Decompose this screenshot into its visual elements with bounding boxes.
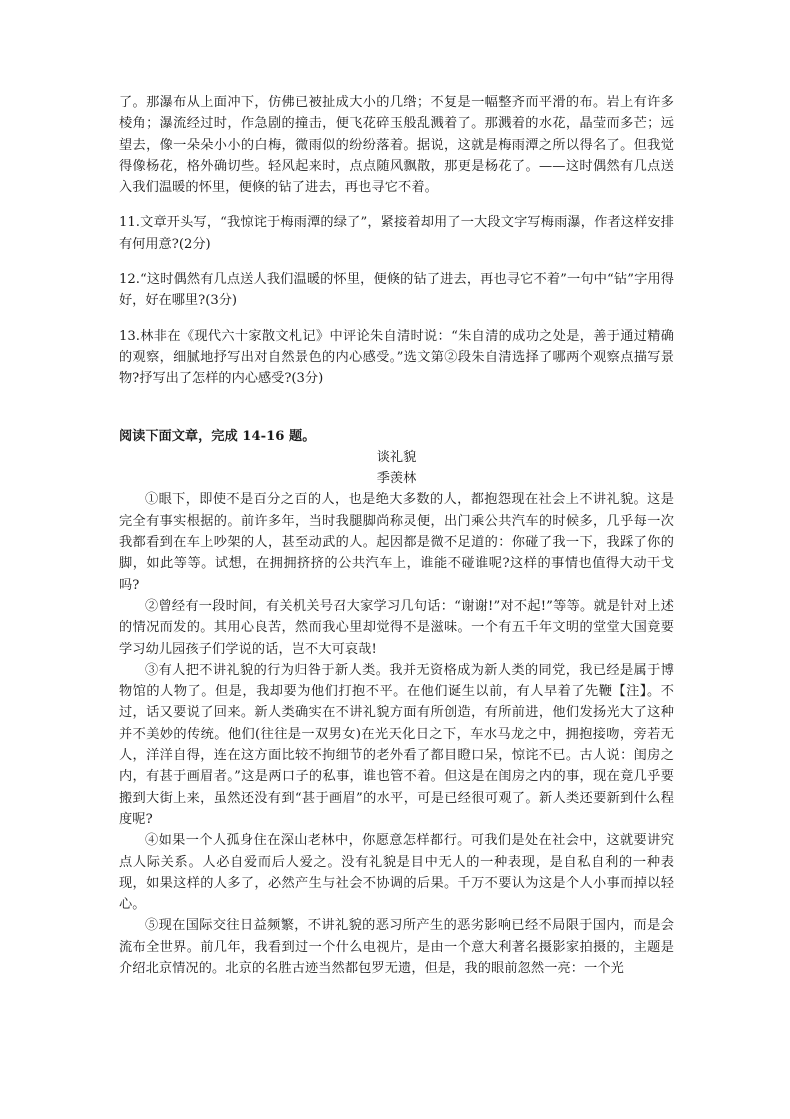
article-paragraph-5: ⑤现在国际交往日益频繁，不讲礼貌的恶习所产生的恶劣影响已经不局限于国内，而是会流布全世界。前几年，我看到过一个什么电视片，是由一个意大利著名摄影家拍摄的，主题是介绍北京情况的。北京的名胜古迹当然都包罗无遗，但是，我的眼前忽然一亮：一个光 <box>119 918 674 976</box>
section-heading: 阅读下面文章，完成 14-16 题。 <box>119 428 316 444</box>
article-paragraph-1: ①眼下，即使不是百分之百的人，也是绝大多数的人，都抱怨现在社会上不讲礼貌。这是完全有事实根据的。前许多年，当时我腿脚尚称灵便，出门乘公共汽车的时候多，几乎每一次我都看到在车上吵架的人，甚至动武的人。起因都是微不足道的：你碰了我一下，我踩了你的脚，如此等等。试想，在拥拥挤挤的公共汽车上，谁能不碰谁呢?这样的事情也值得大动干戈吗? <box>119 492 674 593</box>
passage-tail: 了。那瀑布从上面冲下，仿佛已被扯成大小的几绺；不复是一幅整齐而平滑的布。岩上有许多棱角；瀑流经过时，作急剧的撞击，便飞花碎玉般乱溅着了。那溅着的水花，晶莹而多芒；远望去，像一朵朵小小的白梅，微雨似的纷纷落着。据说，这就是梅雨潭之所以得名了。但我觉得像杨花，格外确切些。轻风起来时，点点随风飘散，那更是杨花了。——这时偶然有几点送入我们温暖的怀里，便倏的钻了进去，再也寻它不着。 <box>119 95 674 196</box>
question-13: 13.林非在《现代六十家散文札记》中评论朱自清时说：“朱自清的成功之处是，善于通过精确的观察，细腻地抒写出对自然景色的内心感受。”选文第②段朱自清选择了哪两个观察点描写景物?抒写出了怎样的内心感受?(3分) <box>119 328 674 387</box>
document-page <box>119 92 674 979</box>
article-paragraph-3: ③有人把不讲礼貌的行为归咎于新人类。我并无资格成为新人类的同党，我已经是属于博物馆的人物了。但是，我却要为他们打抱不平。在他们诞生以前，有人早着了先鞭【注】。不过，话又要说了回来。新人类确实在不讲礼貌方面有所创造，有所前进，他们发扬光大了这种并不美妙的传统。他们(往往是一双男女)在光天化日之下，车水马龙之中，拥抱接吻，旁若无人，洋洋自得，连在这方面比较不拘细节的老外看了都目瞪口呆，惊诧不已。古人说：闺房之内，有甚于画眉者。”这是两口子的私事，谁也管不着。但这是在闺房之内的事，现在竟几乎要搬到大街上来，虽然还没有到“甚于画眉”的水平，可是已经很可观了。新人类还要新到什么程度呢? <box>119 662 674 827</box>
article-author: 季羡林 <box>376 471 417 487</box>
article-paragraph-2: ②曾经有一段时间，有关机关号召大家学习几句话：“谢谢!”对不起!”等等。就是针对上述的情况而发的。其用心良苦，然而我心里却觉得不是滋味。一个有五千年文明的堂堂大国竟要学习幼儿园孩子们学说的话，岂不大可哀哉! <box>119 598 674 657</box>
article-paragraph-4: ④如果一个人孤身住在深山老林中，你愿意怎样都行。可我们是处在社会中，这就要讲究点人际关系。人必自爱而后人爱之。没有礼貌是目中无人的一种表现，是自私自利的一种表现，如果这样的人多了，必然产生与社会不协调的后果。千万不要认为这是个人小事而掉以轻心。 <box>119 833 674 913</box>
article-title: 谈礼貌 <box>376 449 417 465</box>
question-11: 11.文章开头写，“我惊诧于梅雨潭的绿了”，紧接着却用了一大段文字写梅雨瀑，作者这样安排有何用意?(2分) <box>119 215 674 252</box>
question-12: 12.“这时偶然有几点送人我们温暖的怀里，便倏的钻了进去，再也寻它不着”一句中“钻”字用得好，好在哪里?(3分) <box>119 272 674 309</box>
